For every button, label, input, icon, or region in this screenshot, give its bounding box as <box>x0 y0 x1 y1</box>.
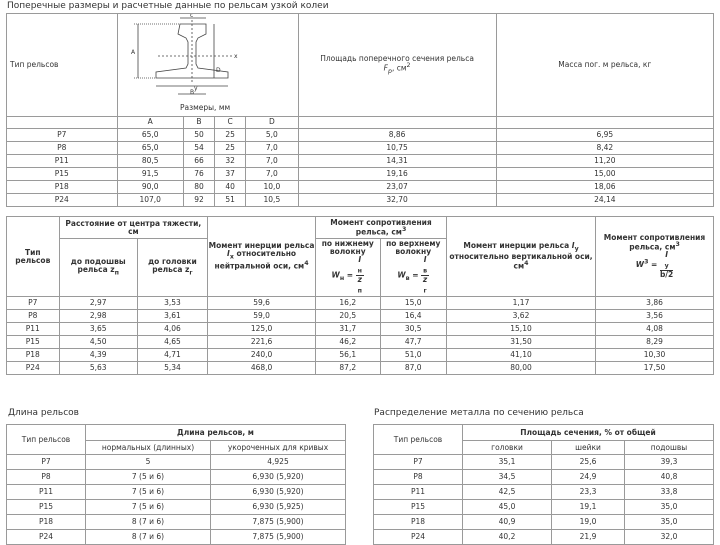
dim-a-label: A <box>130 49 135 56</box>
header-rail-type-3: Тип рельсов <box>7 425 86 455</box>
header-rail-type-4: Тип рельсов <box>374 425 463 455</box>
table-row: Р24 5,63 5,34 468,0 87,2 87,0 80,00 17,50 <box>7 362 714 375</box>
table-row: Р11 7 (5 и 6) 6,930 (5,920) <box>7 485 346 500</box>
table-row: Р18 4,39 4,71 240,0 56,1 51,0 41,10 10,30 <box>7 349 714 362</box>
rail-profile-cell <box>117 14 298 117</box>
header-rail-type-2: Тип рельсов <box>7 217 60 297</box>
header-foot: подошвы <box>625 441 714 455</box>
table-row: Р18 40,9 19,0 35,0 <box>374 515 714 530</box>
table-row: Р8 7 (5 и 6) 6,930 (5,920) <box>7 470 346 485</box>
table-row: Р18 8 (7 и 6) 7,875 (5,900) <box>7 515 346 530</box>
table-row: Р7 35,1 25,6 39,3 <box>374 455 714 470</box>
header-area: Площадь поперечного сечения рельса $F_p$, $см^2$ <box>298 14 496 117</box>
table3-title: Длина рельсов <box>8 408 79 418</box>
table-row: Р15 4,50 4,65 221,6 46,2 47,7 31,50 8,29 <box>7 336 714 349</box>
table-row: Р8 2,98 3,61 59,0 20,5 16,4 3,62 3,56 <box>7 310 714 323</box>
dims-caption: Размеры, мм <box>179 103 230 112</box>
dim-header-b: B <box>183 116 214 128</box>
dim-c-label: c <box>189 14 193 19</box>
table-row: Р8 65,0 54 25 7,0 10,75 8,42 <box>7 141 714 154</box>
rail-profile-drawing <box>118 14 298 114</box>
table-row: Р24 107,0 92 51 10,5 32,70 24,14 <box>7 193 714 206</box>
table1-title: Поперечные размеры и расчетные данные по рельсам узкой колеи <box>7 1 329 11</box>
header-mass: Масса пог. м рельса, кг <box>496 14 713 117</box>
header-moment: Момент сопротивления рельса, $см^3$ <box>316 217 447 239</box>
dim-b-label: B <box>189 89 194 96</box>
dim-header-a: A <box>117 116 183 128</box>
header-dist-head: до головки рельса $z_г$ <box>137 239 207 297</box>
table-row: Р11 80,5 66 32 7,0 14,31 11,20 <box>7 154 714 167</box>
dim-header-c: C <box>215 116 246 128</box>
table-row: Р24 8 (7 и 6) 7,875 (5,900) <box>7 530 346 545</box>
header-neck: шейки <box>552 441 625 455</box>
table-row: Р15 45,0 19,1 35,0 <box>374 500 714 515</box>
table-row: Р11 3,65 4,06 125,0 31,7 30,5 15,10 4,08 <box>7 323 714 336</box>
table-row: Р18 90,0 80 40 10,0 23,07 18,06 <box>7 180 714 193</box>
header-moment-vertical: Момент сопротивления рельса, $см^3$ $W^3$ = I $_y$ b/2 <box>596 217 714 297</box>
table-row: Р8 34,5 24,9 40,8 <box>374 470 714 485</box>
header-inertia-vertical: Момент инерции рельса $I_y$ относительно вертикальной оси, $см^4$ <box>446 217 595 297</box>
header-rail-type: Тип рельсов <box>7 14 118 117</box>
header-short: укороченных для кривых <box>211 441 346 455</box>
header-distance: Расстояние от центра тяжести, см <box>59 217 207 239</box>
header-inertia: Момент инерции рельса $I_x$ относительно нейтральной оси, $см^4$ <box>208 217 316 297</box>
rail-section-properties-table <box>6 216 714 375</box>
header-dist-foot: до подошвы рельса $z_п$ <box>59 239 137 297</box>
table-row: Р7 65,0 50 25 5,0 8,86 6,95 <box>7 128 714 141</box>
header-normal: нормальных (длинных) <box>86 441 211 455</box>
table-row: Р15 91,5 76 37 7,0 19,16 15,00 <box>7 167 714 180</box>
header-area-percent: Площадь сечения, % от общей <box>463 425 714 441</box>
metal-distribution-table <box>373 424 714 545</box>
header-moment-lower: по нижнему волокну $W_н$ = I $_н$ z $_п$ <box>316 239 380 297</box>
header-head: головки <box>463 441 552 455</box>
rail-dimensions-table <box>6 13 714 207</box>
rail-length-table <box>6 424 346 545</box>
axis-y-label: y <box>193 85 198 92</box>
header-moment-upper: по верхнему волокну $W_в$ = I $_в$ z $_г$ <box>380 239 446 297</box>
dim-d-label: D <box>215 67 221 74</box>
table-row: Р7 5 4,925 <box>7 455 346 470</box>
table-row: Р11 42,5 23,3 33,8 <box>374 485 714 500</box>
table-row: Р15 7 (5 и 6) 6,930 (5,925) <box>7 500 346 515</box>
dim-header-d: D <box>246 116 298 128</box>
header-length: Длина рельсов, м <box>86 425 346 441</box>
table-row: Р24 40,2 21,9 32,0 <box>374 530 714 545</box>
table4-title: Распределение металла по сечению рельса <box>374 408 584 418</box>
table-row: Р7 2,97 3,53 59,6 16,2 15,0 1,17 3,86 <box>7 297 714 310</box>
axis-x-label: x <box>233 53 238 60</box>
